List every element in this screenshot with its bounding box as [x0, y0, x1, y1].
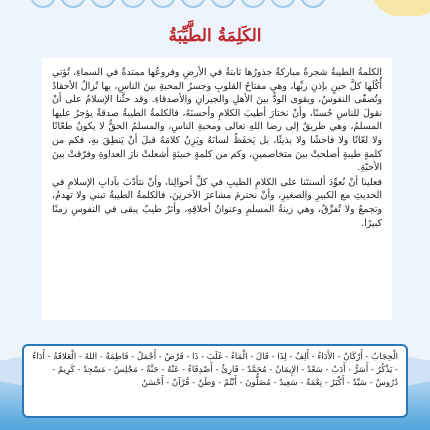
scallop-circle — [240, 0, 266, 8]
scallop-circle — [120, 0, 146, 8]
passage-paragraph: فعلينا أنْ نُعوِّدَ ألسنتَنا على الكلامِ الطيبِ في كلِّ أحوالِنا، وأنْ نتأدّبَ بآدابِ الإسلامِ في الحديثِ مع الكبيرِ والصغيرِ، وأنْ نحترمَ مشاعرَ الآخرينَ، فالكلمةُ الطيبةُ تبني ولا تهدمُ، وتجمعُ ولا تُفرِّقُ، وهي زينةُ المسلمِ وعنوانُ أخلاقِهِ، وأثرٌ طيبٌ يبقى في النفوسِ زمنًا كبيرًا. — [52, 176, 382, 229]
top-border-decoration — [0, 0, 430, 22]
vocabulary-box — [22, 344, 408, 418]
page-title: الكَلِمَةُ الطَّيِّبَةُ — [168, 26, 262, 46]
scallop-circle — [270, 0, 296, 8]
scallop-circle — [150, 0, 176, 8]
passage-paragraph: الكلمةُ الطيبةُ شجرةٌ مباركةٌ جذورُها ثابتةٌ في الأرضِ وفروعُها ممتدةٌ في السماءِ، تُؤتي أُكُلَها كلَّ حينٍ بإذنِ ربِّها، وهي مفتاحُ القلوبِ وجسرُ المحبةِ بينَ الناسِ، بها تُزالُ الأحقادُ وتُصفّى النفوسُ، ويقوى الودُّ بينَ الأهلِ والجيرانِ والأصدقاءِ. وقد حثَّنا الإسلامُ على أنْ نقولَ للناسِ حُسنًا، وأنْ نختارَ أطيبَ الكلامِ وأحسنَهُ، فالكلمةُ الطيبةُ صدقةٌ يؤجرُ عليها المسلمُ، وهي طريقٌ إلى رضا اللهِ تعالى ومحبةِ الناسِ، والمسلمُ الحقُّ لا يكونُ طعّانًا ولا لعّانًا ولا فاحشًا ولا بذيئًا، بل يَحفَظُ لسانَهُ ويَزِنُ كلامَهُ قبلَ أنْ يَنطِقَ بهِ، فكم من كلمةٍ طيبةٍ أصلحتْ بينَ متخاصمينِ، وكم من كلمةٍ خبيثةٍ أشعلتْ نارَ العداوةِ وفرّقتْ بينَ الأحبّةِ. — [52, 67, 382, 174]
reading-passage — [42, 58, 392, 320]
vocabulary-list: الْحِجَابُ - أَرْكَانٌ - الأَدَاءُ - أَلِفٌ - لِذَا - قَالَ - الْمَاءُ - غَلَبَ - ذَا - فَرْضٌ - أَجْمَلُ - فَاطِمَةُ - اللهُ - الْعَلاقَةُ - أَدَاءٌ - يَذْكُرُ - أَسَرُّ - أَدَبٌ - سَعْدٌ - الإِيمَانُ - مُحَمَّدٌ - قَارِئٌ - أَصْدِقَاءُ - عَنْهُ - جَنَّةٌ - مَجْلِسٌ - مَسْجِدٌ - كَرِيمٌ - دُرُوسٌ - سَيِّدٌ - أَكْبَرُ - نِعْمَةٌ - سَعِيدٌ - مُصَلُّونَ - أَنْتُمْ - وَطَنٌ - قُرْآنٌ - أَحْسَنُ — [32, 352, 398, 388]
scallop-circle — [210, 0, 236, 8]
scallop-circle — [30, 0, 56, 8]
scallop-circle — [180, 0, 206, 8]
scallop-circle — [300, 0, 326, 8]
scallop-circle — [90, 0, 116, 8]
scallop-circle — [60, 0, 86, 8]
